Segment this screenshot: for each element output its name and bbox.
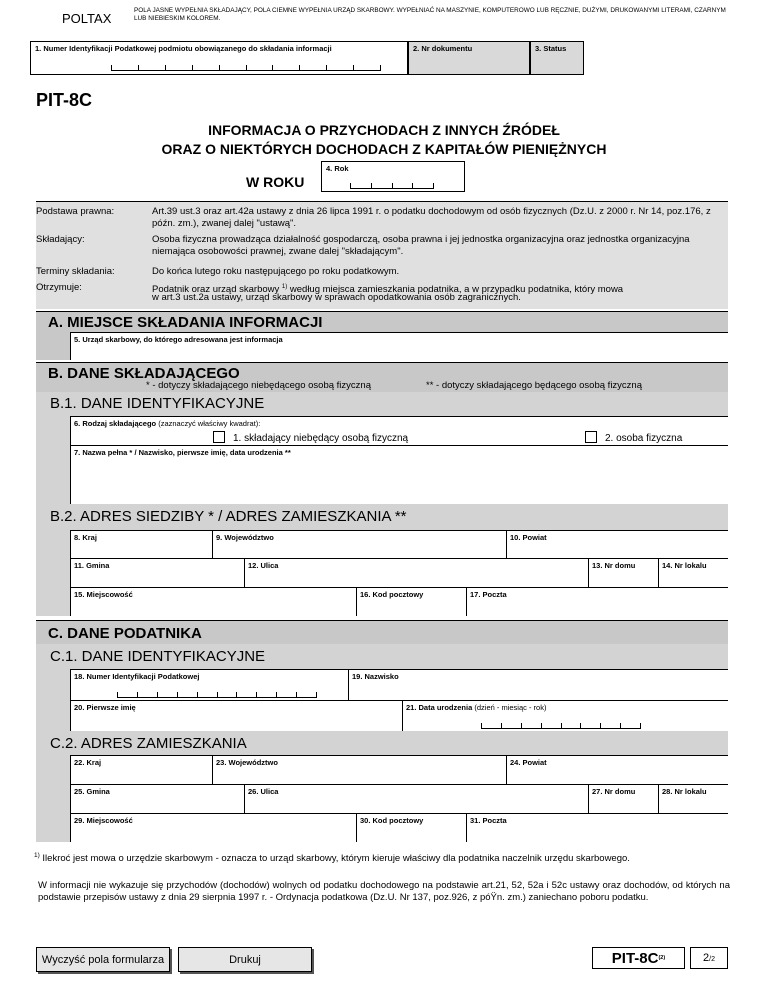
form-version: (2) <box>658 955 666 961</box>
field-13-house-number[interactable] <box>588 558 658 587</box>
field-23-label: 23. Województwo <box>216 758 278 767</box>
field-2-document-number <box>408 41 530 75</box>
field-8-country[interactable] <box>70 530 212 558</box>
field-7-label: 7. Nazwa pełna * / Nazwisko, pierwsze imię, data urodzenia ** <box>74 448 291 457</box>
field-21-label-rest: (dzień - miesiąc - rok) <box>472 703 547 712</box>
field-3-status <box>530 41 584 75</box>
field-27-house-number[interactable] <box>588 784 658 813</box>
field-14-apartment-number[interactable] <box>658 558 728 587</box>
otrzymuje-footnote-ref: 1) <box>281 284 288 290</box>
field-4-label: 4. Rok <box>326 164 349 173</box>
field-9-label: 9. Województwo <box>216 533 274 542</box>
field-31-post-office[interactable] <box>466 813 728 842</box>
section-b1-title: B.1. DANE IDENTYFIKACYJNE <box>50 395 265 412</box>
footnote-1-text: Ilekroć jest mowa o urzędzie skarbowym - oznacza to urząd skarbowy, którym kieruje właściwy dla podatnika naczelnik urzędu skarbowego. <box>42 853 630 865</box>
form-code-footer: PIT-8C <box>611 949 659 967</box>
field-30-postal-code[interactable] <box>356 813 466 842</box>
form-code: PIT-8C <box>36 90 93 110</box>
skladajacy-label: Składający: <box>36 234 85 245</box>
nip-digit-boxes <box>111 65 381 71</box>
field-28-label: 28. Nr lokalu <box>662 787 707 796</box>
field-5-tax-office[interactable] <box>70 332 728 360</box>
print-button[interactable]: Drukuj <box>178 947 312 972</box>
section-c1-header <box>36 644 728 669</box>
field-21-label-bold: 21. Data urodzenia <box>406 703 473 712</box>
field-21-birth-date[interactable] <box>402 700 728 731</box>
field-20-first-name[interactable] <box>70 700 402 731</box>
section-a-title: A. MIEJSCE SKŁADANIA INFORMACJI <box>48 314 323 331</box>
field-22-country[interactable] <box>70 755 212 784</box>
field-3-label: 3. Status <box>535 44 567 53</box>
terminy-text: Do końca lutego roku następującego po roku podatkowym. <box>152 266 400 277</box>
field-14-label: 14. Nr lokalu <box>662 561 707 570</box>
form-title-line2: ORAZ O NIEKTÓRYCH DOCHODACH Z KAPITAŁÓW PIENIĘŻNYCH <box>161 141 607 157</box>
section-c-header <box>36 620 728 644</box>
section-b-title: B. DANE SKŁADAJĄCEGO <box>48 365 240 382</box>
field-2-label: 2. Nr dokumentu <box>413 44 473 53</box>
option-2-label: 2. osoba fizyczna <box>605 433 683 444</box>
section-b-header <box>36 362 728 392</box>
field-16-postal-code[interactable] <box>356 587 466 616</box>
section-c2-title: C.2. ADRES ZAMIESZKANIA <box>50 735 247 752</box>
field-27-label: 27. Nr domu <box>592 787 636 796</box>
field-1-label: 1. Numer Identyfikacji Podatkowej podmiotu obowiązanego do składania informacji <box>35 44 332 53</box>
field-17-post-office[interactable] <box>466 587 728 616</box>
section-b2-gutter <box>36 530 70 616</box>
field-18-label: 18. Numer Identyfikacji Podatkowej <box>74 672 200 681</box>
field-15-label: 15. Miejscowość <box>74 590 133 599</box>
field-16-label: 16. Kod pocztowy <box>360 590 424 599</box>
section-b-note1: * - dotyczy składającego niebędącego osobą fizyczną <box>146 380 371 391</box>
field-1-nip[interactable] <box>30 41 408 75</box>
birth-date-digit-boxes <box>481 723 641 729</box>
section-c1-title: C.1. DANE IDENTYFIKACYJNE <box>50 648 266 665</box>
terminy-label: Terminy składania: <box>36 266 115 277</box>
section-b2-header <box>36 504 728 530</box>
field-30-label: 30. Kod pocztowy <box>360 816 424 825</box>
field-23-voivodeship[interactable] <box>212 755 506 784</box>
field-22-label: 22. Kraj <box>74 758 102 767</box>
w-roku-label: W ROKU <box>246 174 305 190</box>
footnote-1 <box>34 852 734 864</box>
field-10-county[interactable] <box>506 530 728 558</box>
poltax-label: POLTAX <box>62 11 112 26</box>
field-19-label: 19. Nazwisko <box>352 672 399 681</box>
section-b1-gutter <box>36 416 70 504</box>
field-5-label: 5. Urząd skarbowy, do którego adresowana jest informacja <box>74 335 283 344</box>
field-24-county[interactable] <box>506 755 728 784</box>
otrzymuje-text-a: Podatnik oraz urząd skarbowy <box>152 284 282 296</box>
page-number: 2 <box>703 952 710 964</box>
field-26-street[interactable] <box>244 784 588 813</box>
field-10-label: 10. Powiat <box>510 533 547 542</box>
form-code-footer-box <box>592 947 685 969</box>
field-25-label: 25. Gmina <box>74 787 110 796</box>
otrzymuje-text-c: w art.3 ust.2a ustawy, urząd skarbowy w sprawach opodatkowania osób zagranicznych. <box>152 292 521 303</box>
form-title-line1: INFORMACJA O PRZYCHODACH Z INNYCH ŹRÓDEŁ <box>208 122 560 138</box>
field-31-label: 31. Poczta <box>470 816 507 825</box>
year-digit-boxes <box>350 183 434 189</box>
field-25-commune[interactable] <box>70 784 244 813</box>
field-7-name[interactable] <box>70 445 728 504</box>
field-26-label: 26. Ulica <box>248 787 279 796</box>
taxpayer-nip-digit-boxes <box>117 692 317 698</box>
section-a-header <box>36 311 728 332</box>
podstawa-text: Art.39 ust.3 oraz art.42a ustawy z dnia 26 lipca 1991 r. o podatku dochodowym od osób fizycznych (Dz.U. z 2000 r. Nr 14, poz.176, z późn. zm.), zwanej dalej "ustawą". <box>152 206 711 229</box>
podstawa-label: Podstawa prawna: <box>36 206 115 217</box>
field-6-type <box>70 416 728 445</box>
section-b1-header <box>36 392 728 416</box>
page-number-box <box>690 947 728 969</box>
footnote-1-marker: 1) <box>34 852 40 859</box>
otrzymuje-text-b: według miejsca zamieszkania podatnika, a w przypadku podatnika, który mowa <box>287 284 624 296</box>
field-9-voivodeship[interactable] <box>212 530 506 558</box>
exemption-paragraph: W informacji nie wykazuje się przychodów (dochodów) wolnych od podatku dochodowego na podstawie art.21, 52, 52a i 52c ustawy oraz dochodów, od których na podstawie przepisów ustawy z dnia 29 sierpnia 1997 r. - Ordynacja podatkowa (Dz.U. Nr 137, poz.926, z póŸn. zm.) zaniechano poboru podatku. <box>38 880 730 903</box>
section-c1-gutter <box>36 669 70 731</box>
field-4-year[interactable] <box>321 161 465 192</box>
field-12-label: 12. Ulica <box>248 561 279 570</box>
option-1-checkbox[interactable] <box>213 431 225 443</box>
option-1-label: 1. składający niebędący osobą fizyczną <box>233 433 409 444</box>
section-c2-header <box>36 731 728 755</box>
field-18-taxpayer-nip[interactable] <box>70 669 348 700</box>
section-c-title: C. DANE PODATNIKA <box>48 625 202 642</box>
section-b-note2: ** - dotyczy składającego będącego osobą fizyczną <box>426 380 642 391</box>
field-21-label <box>406 703 546 712</box>
field-20-label: 20. Pierwsze imię <box>74 703 136 712</box>
field-13-label: 13. Nr domu <box>592 561 636 570</box>
field-29-city[interactable] <box>70 813 356 842</box>
field-6-label <box>74 419 260 428</box>
page-total: /2 <box>709 956 715 963</box>
field-28-apartment-number[interactable] <box>658 784 728 813</box>
option-2-checkbox[interactable] <box>585 431 597 443</box>
header-notice: POLA JASNE WYPEŁNIA SKŁADAJĄCY, POLA CIEMNE WYPEŁNIA URZĄD SKARBOWY. WYPEŁNIAĆ NA MASZYNIE, KOMPUTEROWO LUB RĘCZNIE, DUŻYMI, DRUKOWANYMI LITERAMI, CZARNYM LUB NIEBIESKIM KOLOREM. <box>134 7 726 22</box>
field-24-label: 24. Powiat <box>510 758 547 767</box>
field-15-city[interactable] <box>70 587 356 616</box>
field-6-label-bold: 6. Rodzaj składającego <box>74 419 157 428</box>
field-6-label-rest: (zaznaczyć właściwy kwadrat): <box>156 419 261 428</box>
field-17-label: 17. Poczta <box>470 590 507 599</box>
field-11-commune[interactable] <box>70 558 244 587</box>
skladajacy-text: Osoba fizyczna prowadząca działalność gospodarczą, osoba prawna i jej jednostka organizacyjna oraz jednostka organizacyjna niemająca osobowości prawnej, zwane dalej "składającym". <box>152 234 690 257</box>
section-a-gutter <box>36 332 70 360</box>
field-29-label: 29. Miejscowość <box>74 816 133 825</box>
section-c2-gutter <box>36 755 70 842</box>
field-8-label: 8. Kraj <box>74 533 97 542</box>
field-19-surname[interactable] <box>348 669 728 700</box>
section-b2-title: B.2. ADRES SIEDZIBY * / ADRES ZAMIESZKANIA ** <box>50 508 407 525</box>
field-12-street[interactable] <box>244 558 588 587</box>
otrzymuje-label: Otrzymuje: <box>36 282 82 293</box>
field-11-label: 11. Gmina <box>74 561 110 570</box>
clear-form-button[interactable]: Wyczyść pola formularza <box>36 947 170 972</box>
